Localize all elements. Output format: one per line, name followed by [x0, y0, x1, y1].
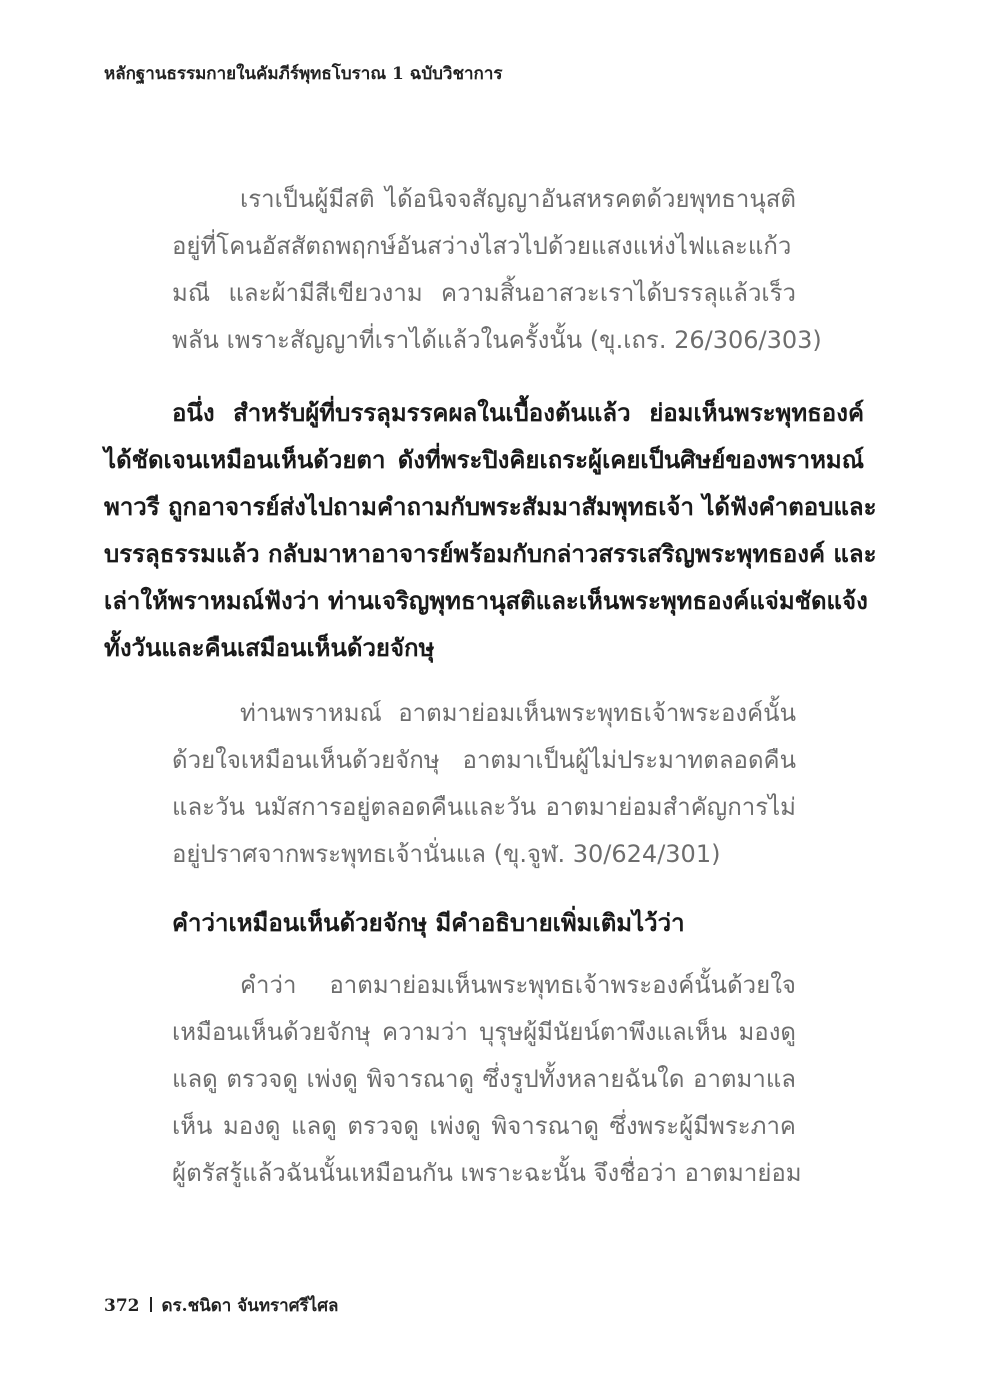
quote-line: เห็น มองดู แลดู ตรวจดู เพ่งดู พิจารณาดู ซึ่งพระผู้มีพระภาค [172, 1112, 796, 1140]
quote-line: มณี และผ้ามีสีเขียวงาม ความสิ้นอาสวะเราได้บรรลุแล้วเร็ว [172, 279, 796, 307]
quote-line: คำว่า อาตมาย่อมเห็นพระพุทธเจ้าพระองค์นั้นด้วยใจ [240, 971, 796, 999]
quote-block-1 [172, 176, 822, 364]
quote-line: ผู้ตรัสรู้แล้วฉันนั้นเหมือนกัน เพราะฉะนั้น จึงชื่อว่า อาตมาย่อม [172, 1159, 802, 1187]
quote-line: อยู่ที่โคนอัสสัตถพฤกษ์อันสว่างไสวไปด้วยแสงแห่งไฟและแก้ว [172, 232, 792, 260]
quote-line: ด้วยใจเหมือนเห็นด้วยจักษุ อาตมาเป็นผู้ไม่ประมาทตลอดคืน [172, 746, 796, 774]
quote-line: เราเป็นผู้มีสติ ได้อนิจจสัญญาอันสหรคตด้วยพุทธานุสติ [240, 185, 796, 213]
page-footer [104, 1292, 338, 1319]
quote-line: พลัน เพราะสัญญาที่เราได้แล้วในครั้งนั้น (ขุ.เถร. 26/306/303) [172, 326, 822, 354]
quote-line: อยู่ปราศจากพระพุทธเจ้านั่นแล (ขุ.จูฬ. 30/624/301) [172, 840, 721, 868]
quote-line: แลดู ตรวจดู เพ่งดู พิจารณาดู ซึ่งรูปทั้งหลายฉันใด อาตมาแล [172, 1065, 796, 1093]
page-number: 372 [104, 1296, 140, 1316]
paragraph-line: ได้ชัดเจนเหมือนเห็นด้วยตา ดังที่พระปิงคิยเถระผู้เคยเป็นศิษย์ของพราหมณ์ [104, 446, 864, 474]
paragraph-line: พาวรี ถูกอาจารย์ส่งไปถามคำถามกับพระสัมมาสัมพุทธเจ้า ได้ฟังคำตอบและ [104, 493, 877, 521]
paragraph-line: ทั้งวันและคืนเสมือนเห็นด้วยจักษุ [104, 634, 435, 662]
running-header: หลักฐานธรรมกายในคัมภีร์พุทธโบราณ 1 ฉบับวิชาการ [104, 64, 503, 84]
quote-line: เหมือนเห็นด้วยจักษุ ความว่า บุรุษผู้มีนัยน์ตาพึงแลเห็น มองดู [172, 1018, 796, 1046]
paragraph-line: อนึ่ง สำหรับผู้ที่บรรลุมรรคผลในเบื้องต้นแล้ว ย่อมเห็นพระพุทธองค์ [172, 399, 864, 427]
body-paragraph [104, 390, 877, 672]
section-subheading: คำว่าเหมือนเห็นด้วยจักษุ มีคำอธิบายเพิ่มเติมไว้ว่า [172, 909, 685, 937]
quote-block-3 [172, 962, 802, 1197]
author-name: ดร.ชนิดา จันทราศรีไศล [161, 1296, 339, 1316]
quote-line: และวัน นมัสการอยู่ตลอดคืนและวัน อาตมาย่อมสำคัญการไม่ [172, 793, 796, 821]
paragraph-line: เล่าให้พราหมณ์ฟังว่า ท่านเจริญพุทธานุสติและเห็นพระพุทธองค์แจ่มชัดแจ้ง [104, 587, 868, 615]
footer-separator [150, 1297, 152, 1312]
quote-block-2 [172, 690, 796, 878]
quote-line: ท่านพราหมณ์ อาตมาย่อมเห็นพระพุทธเจ้าพระองค์นั้น [240, 699, 796, 727]
paragraph-line: บรรลุธรรมแล้ว กลับมาหาอาจารย์พร้อมกับกล่าวสรรเสริญพระพุทธองค์ และ [104, 540, 877, 568]
